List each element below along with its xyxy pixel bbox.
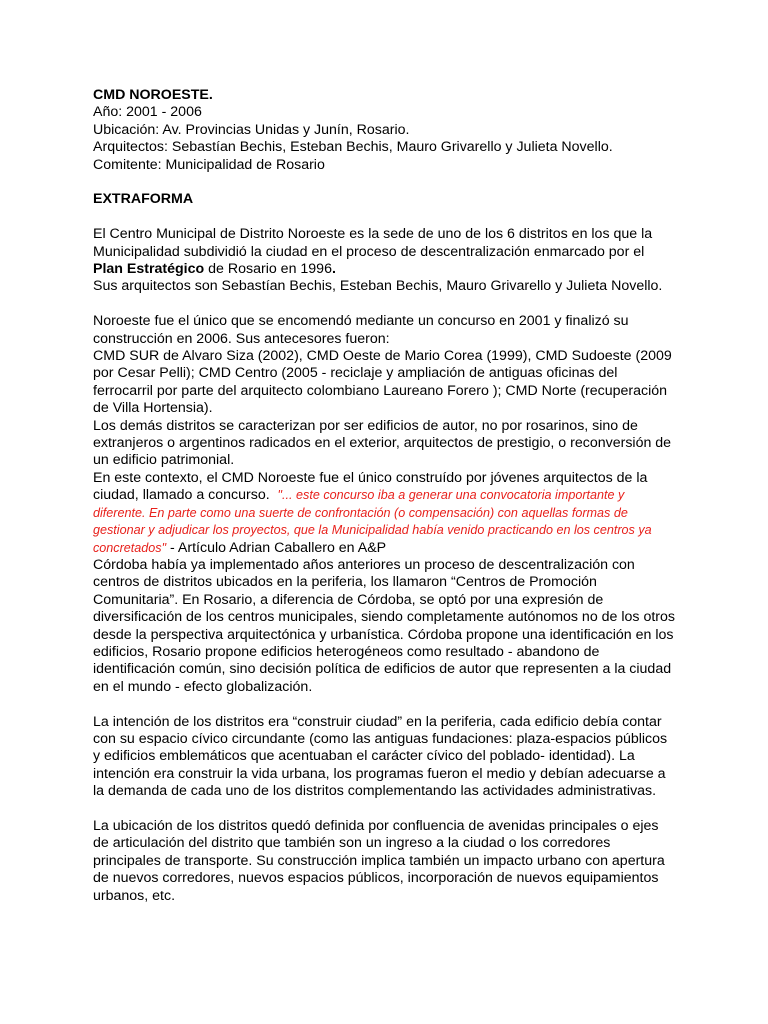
paragraph-text: ciudad, llamado a concurso. [93,487,278,504]
quote-line: diferente. En parte como una suerte de confrontación (o compensación) con aquellas formas de [93,505,628,520]
location-line: Ubicación: Av. Provincias Unidas y Junín, Rosario. [93,121,410,138]
paragraph-line: construcción en 2006. Sus antecesores fueron: [93,330,390,347]
paragraph-line: de articulación del distrito que también son un ingreso a la ciudad o los corredores [93,835,611,852]
paragraph-line: un edificio patrimonial. [93,452,235,469]
paragraph-line: Los demás distritos se caracterizan por ser edificios de autor, no por rosarinos, sino de [93,417,638,434]
paragraph-line: En este contexto, el CMD Noroeste fue el único construído por jóvenes arquitectos de la [93,469,648,486]
paragraph-line: con su espacio cívico circundante (como las antiguas fundaciones: plaza-espacios públicos [93,730,668,747]
paragraph-line [93,540,683,557]
spacer [93,296,683,313]
paragraph-line: diversificación de los centros municipales, siendo completamente autónomos no de los otros [93,609,675,626]
quote-source: - Artículo Adrian Caballero en A&P [166,539,387,556]
paragraph-line: ferrocarril por parte del arquitecto colombiano Laureano Forero ); CMD Norte (recuperación [93,382,668,399]
paragraph-line: por Cesar Pelli); CMD Centro (2005 - reciclaje y ampliación de antiguas oficinas del [93,365,618,382]
plan-rest-text: de Rosario en 1996 [204,261,332,278]
header-block [93,87,683,174]
paragraph-line: extranjeros o argentinos radicados en el exterior, arquitectos de prestigio, o reconversión de [93,435,672,452]
spacer [93,696,683,713]
architects-line: Arquitectos: Sebastían Bechis, Esteban Bechis, Mauro Grivarello y Julieta Novello. [93,139,613,156]
paragraph-line: La ubicación de los distritos quedó definida por confluencia de avenidas principales o ejes [93,817,659,834]
paragraph-line [93,261,683,278]
quote-line: gestionar y adjudicar los proyectos, que la Municipalidad había venido practicando en los centros ya [93,523,652,538]
paragraph-line: El Centro Municipal de Distrito Noroeste es la sede de uno de los 6 distritos en los que la [93,226,653,243]
period-bold: . [331,261,336,278]
section-title: EXTRAFORMA [93,191,194,208]
paragraph-line: Comunitaria”. En Rosario, a diferencia de Córdoba, se optó por una expresión de [93,591,604,608]
paragraph-line: Córdoba había ya implementado años anteriores un proceso de descentralización con [93,556,635,573]
paragraph-line: identificación común, sino decisión política de edificios de autor que representen a la ciudad [93,661,672,678]
paragraph-line: desde la perspectiva arquitectónica y urbanística. Córdoba propone una identificación en los [93,626,674,643]
paragraph-line [93,487,683,504]
quote-text: "... este concurso iba a generar una convocatoria importante y [277,488,625,503]
paragraph-line: la demanda de cada uno de los distritos complementando las actividades administrativas. [93,783,657,800]
paragraph-line: CMD SUR de Alvaro Siza (2002), CMD Oeste de Mario Corea (1999), CMD Sudoeste (2009 [93,348,672,365]
paragraph-line: centros de distritos ubicados en la periferia, los llamaron “Centros de Promoción [93,574,597,591]
spacer [93,209,683,226]
paragraph-location [93,818,683,905]
paragraph-line: y edificios emblemáticos que acentuaban el carácter cívico del poblado- identidad). La [93,748,635,765]
paragraph-line: Municipalidad subdividió la ciudad en el proceso de descentralización enmarcado por el [93,243,645,260]
paragraph-line: intención era construir la vida urbana, los programas fueron el medio y debían adecuarse a [93,765,666,782]
paragraph-line: La intención de los distritos era “construir ciudad” en la periferia, cada edificio debía contar [93,713,662,730]
document-title: CMD NOROESTE. [93,87,213,103]
paragraph-line: principales de transporte. Su construcción implica también un impacto urbano con apertura [93,852,665,869]
paragraph-line: en el mundo - efecto globalización. [93,678,313,695]
paragraph-line: de Villa Hortensia). [93,400,213,417]
paragraph-line: urbanos, etc. [93,887,176,904]
paragraph-line: Sus arquitectos son Sebastían Bechis, Esteban Bechis, Mauro Grivarello y Julieta Novello. [93,278,663,295]
paragraph-line: de nuevos corredores, nuevos espacios públicos, incorporación de nuevos equipamientos [93,870,659,887]
paragraph-line: Noroeste fue el único que se encomendó mediante un concurso en 2001 y finalizó su [93,313,629,330]
client-line: Comitente: Municipalidad de Rosario [93,156,325,173]
paragraph-history [93,313,683,696]
paragraph-intention [93,714,683,801]
year-line: Año: 2001 - 2006 [93,104,202,121]
quote-text: concretados" [93,540,167,555]
paragraph-intro [93,226,683,296]
plan-estrategico-bold: Plan Estratégico [93,261,205,278]
spacer [93,174,683,191]
document-page [93,87,683,905]
paragraph-line: edificios, Rosario propone edificios heterogéneos como resultado - abandono de [93,643,600,660]
spacer [93,801,683,818]
